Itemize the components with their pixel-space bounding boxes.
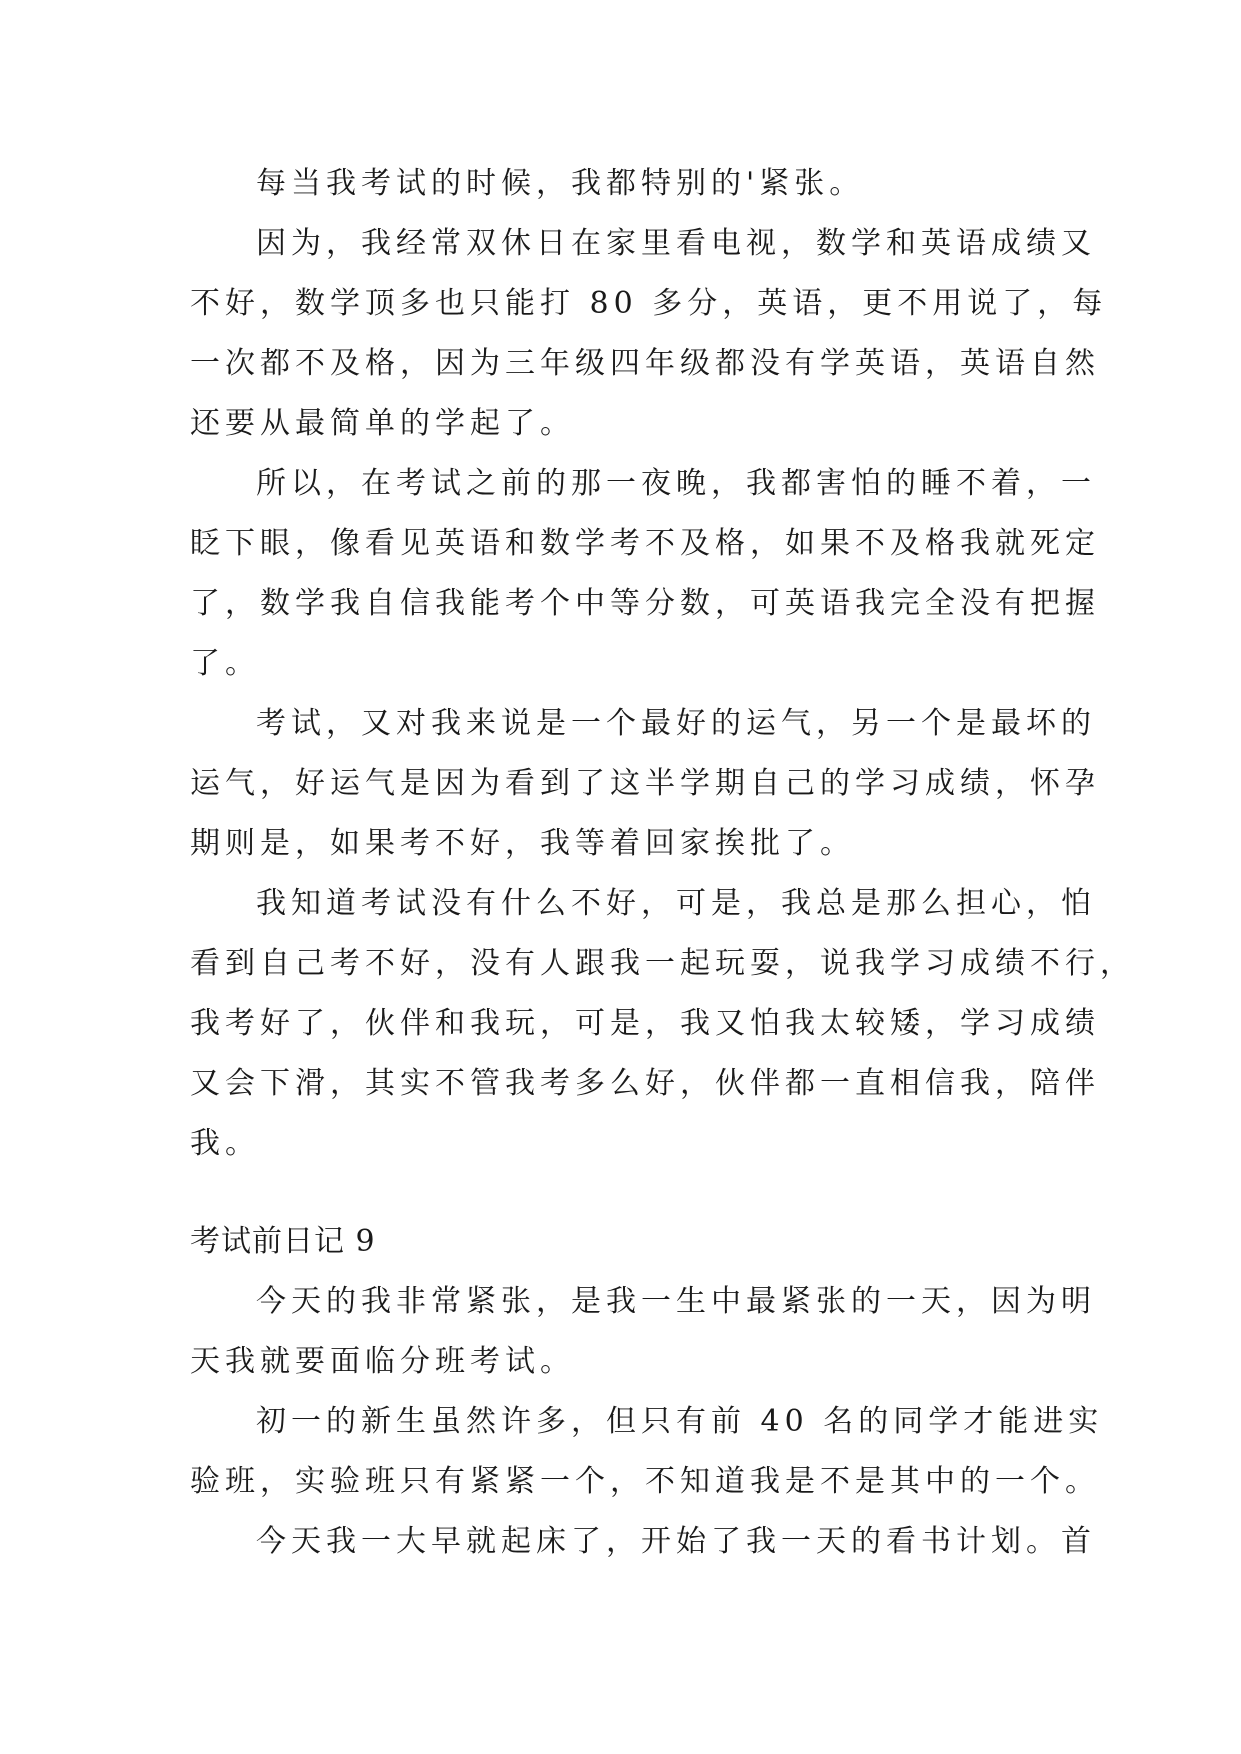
- text-line: 考试，又对我来说是一个最好的运气，另一个是最坏的: [256, 706, 1096, 741]
- text-line: 天我就要面临分班考试。: [190, 1344, 575, 1379]
- text-line: 我知道考试没有什么不好，可是，我总是那么担心，怕: [256, 886, 1096, 921]
- text-line: 初一的新生虽然许多，但只有前 40 名的同学才能进实: [256, 1404, 1104, 1439]
- text-line: 我。: [190, 1126, 260, 1161]
- text-line: 还要从最简单的学起了。: [190, 406, 575, 441]
- text-line: 所以，在考试之前的那一夜晚，我都害怕的睡不着，一: [256, 466, 1096, 501]
- text-line: 眨下眼，像看见英语和数学考不及格，如果不及格我就死定: [190, 526, 1100, 561]
- section-heading: 考试前日记 9: [190, 1224, 376, 1259]
- text-line: 了。: [190, 646, 260, 681]
- text-line: 今天的我非常紧张，是我一生中最紧张的一天，因为明: [256, 1284, 1096, 1319]
- text-line: 看到自己考不好，没有人跟我一起玩耍，说我学习成绩不行，: [190, 946, 1135, 981]
- text-line: 不好，数学顶多也只能打 80 多分，英语，更不用说了，每: [190, 286, 1108, 321]
- text-line: 今天我一大早就起床了，开始了我一天的看书计划。首: [256, 1524, 1096, 1559]
- text-line: 我考好了，伙伴和我玩，可是，我又怕我太较矮，学习成绩: [190, 1006, 1100, 1041]
- text-line: 又会下滑，其实不管我考多么好，伙伴都一直相信我，陪伴: [190, 1066, 1100, 1101]
- text-line: 运气，好运气是因为看到了这半学期自己的学习成绩，怀孕: [190, 766, 1100, 801]
- text-line: 一次都不及格，因为三年级四年级都没有学英语，英语自然: [190, 346, 1100, 381]
- text-line: 验班，实验班只有紧紧一个，不知道我是不是其中的一个。: [190, 1464, 1100, 1499]
- text-line: 期则是，如果考不好，我等着回家挨批了。: [190, 826, 855, 861]
- text-line: 了，数学我自信我能考个中等分数，可英语我完全没有把握: [190, 586, 1100, 621]
- text-line: 因为，我经常双休日在家里看电视，数学和英语成绩又: [256, 226, 1096, 261]
- text-line: 每当我考试的时候，我都特别的'紧张。: [256, 166, 865, 201]
